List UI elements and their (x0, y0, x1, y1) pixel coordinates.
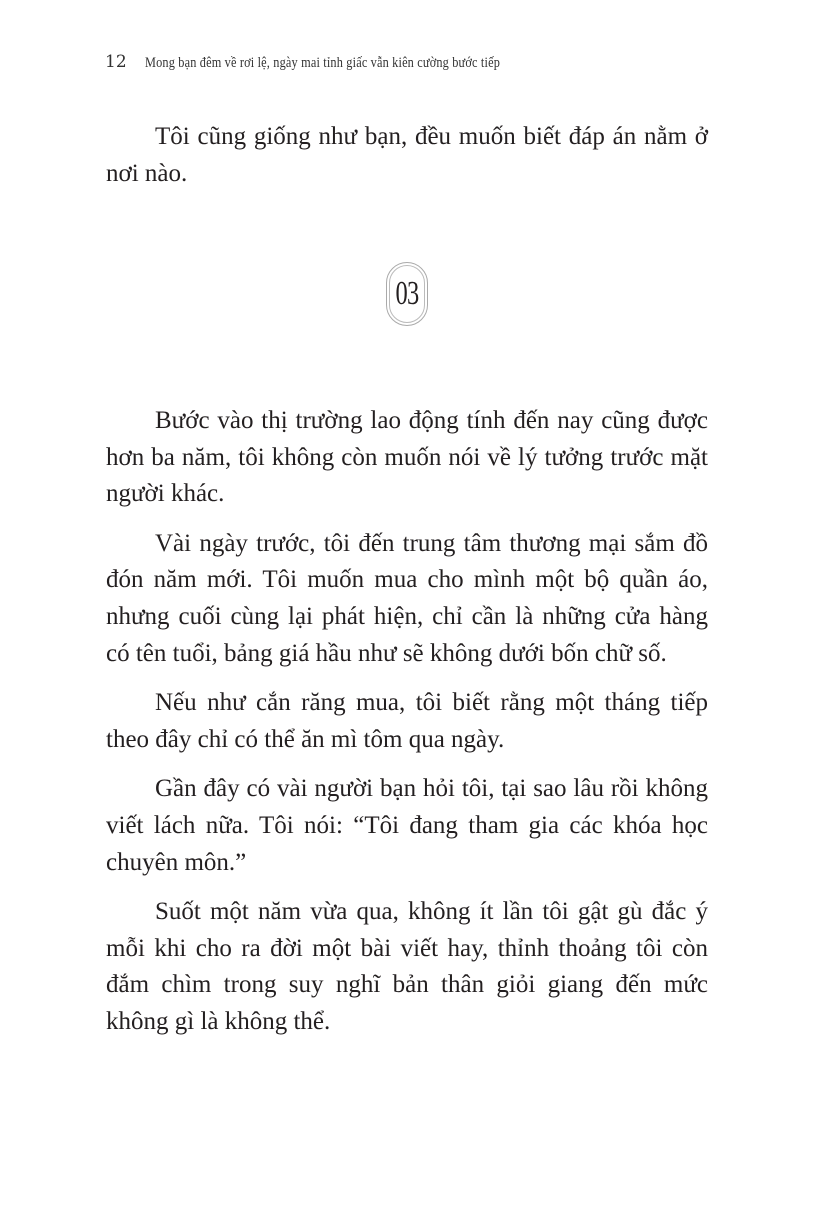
section-number: 03 (395, 275, 419, 312)
section-number-badge (386, 262, 428, 326)
paragraph: Tôi cũng giống như bạn, đều muốn biết đáp án nằm ở nơi nào. (106, 123, 708, 187)
paragraph: Nếu như cắn răng mua, tôi biết rằng một tháng tiếp theo đây chỉ có thể ăn mì tôm qua ngày. (106, 689, 708, 753)
paragraph: Suốt một năm vừa qua, không ít lần tôi gật gù đắc ý mỗi khi cho ra đời một bài viết hay, thỉnh thoảng tôi còn đắm chìm trong suy nghĩ bản thân giỏi giang đến mức không gì là không thể. (106, 898, 708, 1035)
page-header (105, 52, 578, 76)
intro-text (106, 119, 708, 192)
paragraph: Vài ngày trước, tôi đến trung tâm thương mại sắm đồ đón năm mới. Tôi muốn mua cho mình một bộ quần áo, nhưng cuối cùng lại phát hiện, chỉ cần là những cửa hàng có tên tuổi, bảng giá hầu như sẽ không dưới bốn chữ số. (106, 529, 708, 667)
paragraph: Gần đây có vài người bạn hỏi tôi, tại sao lâu rồi không viết lách nữa. Tôi nói: “Tôi đang tham gia các khóa học chuyên môn.” (106, 775, 708, 876)
section-body (106, 403, 708, 1041)
running-title: Mong bạn đêm về rơi lệ, ngày mai tỉnh giấc vẫn kiên cường bước tiếp (145, 55, 501, 71)
section-number-badge-inner (389, 265, 425, 323)
page-number: 12 (105, 52, 127, 72)
paragraph: Bước vào thị trường lao động tính đến nay cũng được hơn ba năm, tôi không còn muốn nói về lý tưởng trước mặt người khác. (106, 407, 708, 508)
